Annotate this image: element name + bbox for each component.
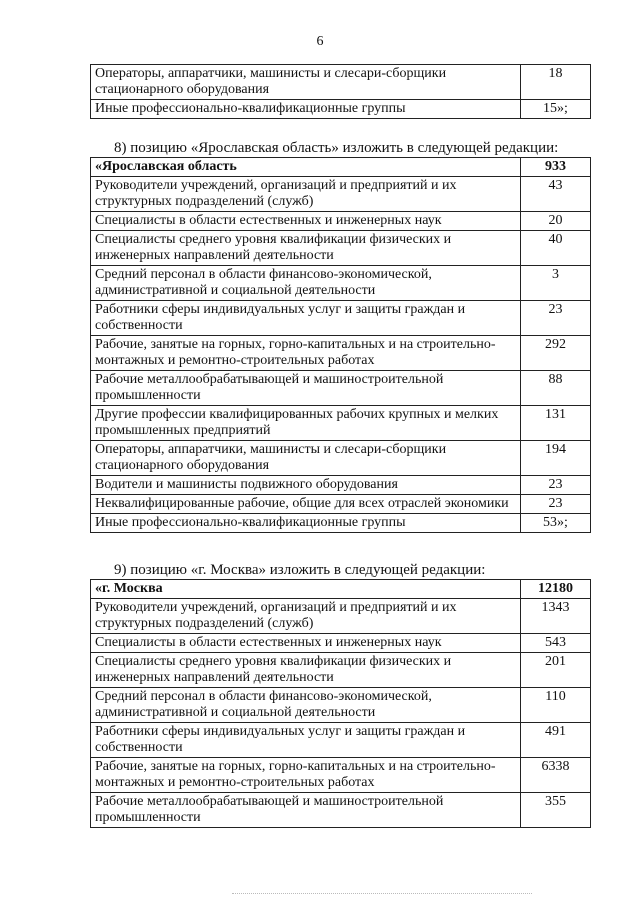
- table-row: [91, 336, 591, 371]
- occupation-group-count: 53»;: [521, 514, 591, 533]
- occupation-group-count: 20: [521, 212, 591, 231]
- occupation-group-name: Специалисты среднего уровня квалификации физических и инженерных направлений деятельности: [91, 653, 521, 688]
- table-header-row: [91, 158, 591, 177]
- occupation-group-name: Операторы, аппаратчики, машинисты и слесари-сборщики стационарного оборудования: [91, 441, 521, 476]
- occupation-group-count: 355: [521, 793, 591, 828]
- occupation-group-count: 131: [521, 406, 591, 441]
- occupation-group-name: Работники сферы индивидуальных услуг и защиты граждан и собственности: [91, 301, 521, 336]
- table-row: [91, 599, 591, 634]
- table-row: [91, 406, 591, 441]
- occupation-group-name: Неквалифицированные рабочие, общие для всех отраслей экономики: [91, 495, 521, 514]
- occupation-group-count: 1343: [521, 599, 591, 634]
- occupation-group-name: Руководители учреждений, организаций и предприятий и их структурных подразделений (служб): [91, 177, 521, 212]
- occupation-group-count: 88: [521, 371, 591, 406]
- occupation-group-name: Работники сферы индивидуальных услуг и защиты граждан и собственности: [91, 723, 521, 758]
- occupation-group-name: Иные профессионально-квалификационные группы: [91, 514, 521, 533]
- occupation-group-count: 43: [521, 177, 591, 212]
- scan-edge-mark: [232, 893, 532, 894]
- table-row: [91, 371, 591, 406]
- occupation-group-count: 6338: [521, 758, 591, 793]
- occupation-group-count: 23: [521, 301, 591, 336]
- table-row: [91, 495, 591, 514]
- occupation-group-count: 491: [521, 723, 591, 758]
- occupation-group-count: 23: [521, 476, 591, 495]
- occupation-group-name: Рабочие, занятые на горных, горно-капитальных и на строительно-монтажных и ремонтно-строительных работах: [91, 758, 521, 793]
- occupation-group-name: Рабочие металлообрабатывающей и машиностроительной промышленности: [91, 793, 521, 828]
- occupation-group-name: Операторы, аппаратчики, машинисты и слесари-сборщики стационарного оборудования: [91, 65, 521, 100]
- section-8-intro: 8) позицию «Ярославская область» изложить в следующей редакции:: [114, 140, 559, 156]
- section-9-intro: 9) позицию «г. Москва» изложить в следующей редакции:: [114, 562, 486, 578]
- region-total: 933: [521, 158, 591, 177]
- occupation-group-count: 194: [521, 441, 591, 476]
- table-row: [91, 266, 591, 301]
- occupation-group-count: 40: [521, 231, 591, 266]
- table-row: [91, 514, 591, 533]
- occupation-group-name: Специалисты в области естественных и инженерных наук: [91, 634, 521, 653]
- occupation-group-count: 110: [521, 688, 591, 723]
- table-row: [91, 688, 591, 723]
- occupation-group-name: Специалисты в области естественных и инженерных наук: [91, 212, 521, 231]
- occupation-group-name: Средний персонал в области финансово-экономической, административной и социальной деятельности: [91, 266, 521, 301]
- occupation-group-count: 18: [521, 65, 591, 100]
- table-row: [91, 65, 591, 100]
- occupation-group-name: Руководители учреждений, организаций и предприятий и их структурных подразделений (служб): [91, 599, 521, 634]
- occupation-group-count: 3: [521, 266, 591, 301]
- table-row: [91, 100, 591, 119]
- table-row: [91, 231, 591, 266]
- occupation-group-name: Специалисты среднего уровня квалификации физических и инженерных направлений деятельности: [91, 231, 521, 266]
- table-row: [91, 177, 591, 212]
- page-number: 6: [316, 34, 324, 49]
- region-name: «Ярославская область: [91, 158, 521, 177]
- table-row: [91, 653, 591, 688]
- table-row: [91, 723, 591, 758]
- occupation-group-name: Рабочие металлообрабатывающей и машиностроительной промышленности: [91, 371, 521, 406]
- occupation-group-name: Водители и машинисты подвижного оборудования: [91, 476, 521, 495]
- occupation-group-count: 543: [521, 634, 591, 653]
- table-row: [91, 476, 591, 495]
- moscow-table: [90, 579, 591, 828]
- occupation-group-name: Иные профессионально-квалификационные группы: [91, 100, 521, 119]
- table-row: [91, 793, 591, 828]
- occupation-group-name: Средний персонал в области финансово-экономической, административной и социальной деятельности: [91, 688, 521, 723]
- table-row: [91, 758, 591, 793]
- occupation-group-count: 292: [521, 336, 591, 371]
- table-row: [91, 634, 591, 653]
- occupation-group-count: 201: [521, 653, 591, 688]
- occupation-group-name: Другие профессии квалифицированных рабочих крупных и мелких промышленных предприятий: [91, 406, 521, 441]
- yaroslavl-region-table: [90, 157, 591, 533]
- region-name: «г. Москва: [91, 580, 521, 599]
- occupation-group-count: 15»;: [521, 100, 591, 119]
- occupation-group-count: 23: [521, 495, 591, 514]
- occupation-group-name: Рабочие, занятые на горных, горно-капитальных и на строительно-монтажных и ремонтно-строительных работах: [91, 336, 521, 371]
- region-total: 12180: [521, 580, 591, 599]
- table-row: [91, 212, 591, 231]
- table-row: [91, 441, 591, 476]
- continuation-table: [90, 64, 591, 119]
- table-header-row: [91, 580, 591, 599]
- table-row: [91, 301, 591, 336]
